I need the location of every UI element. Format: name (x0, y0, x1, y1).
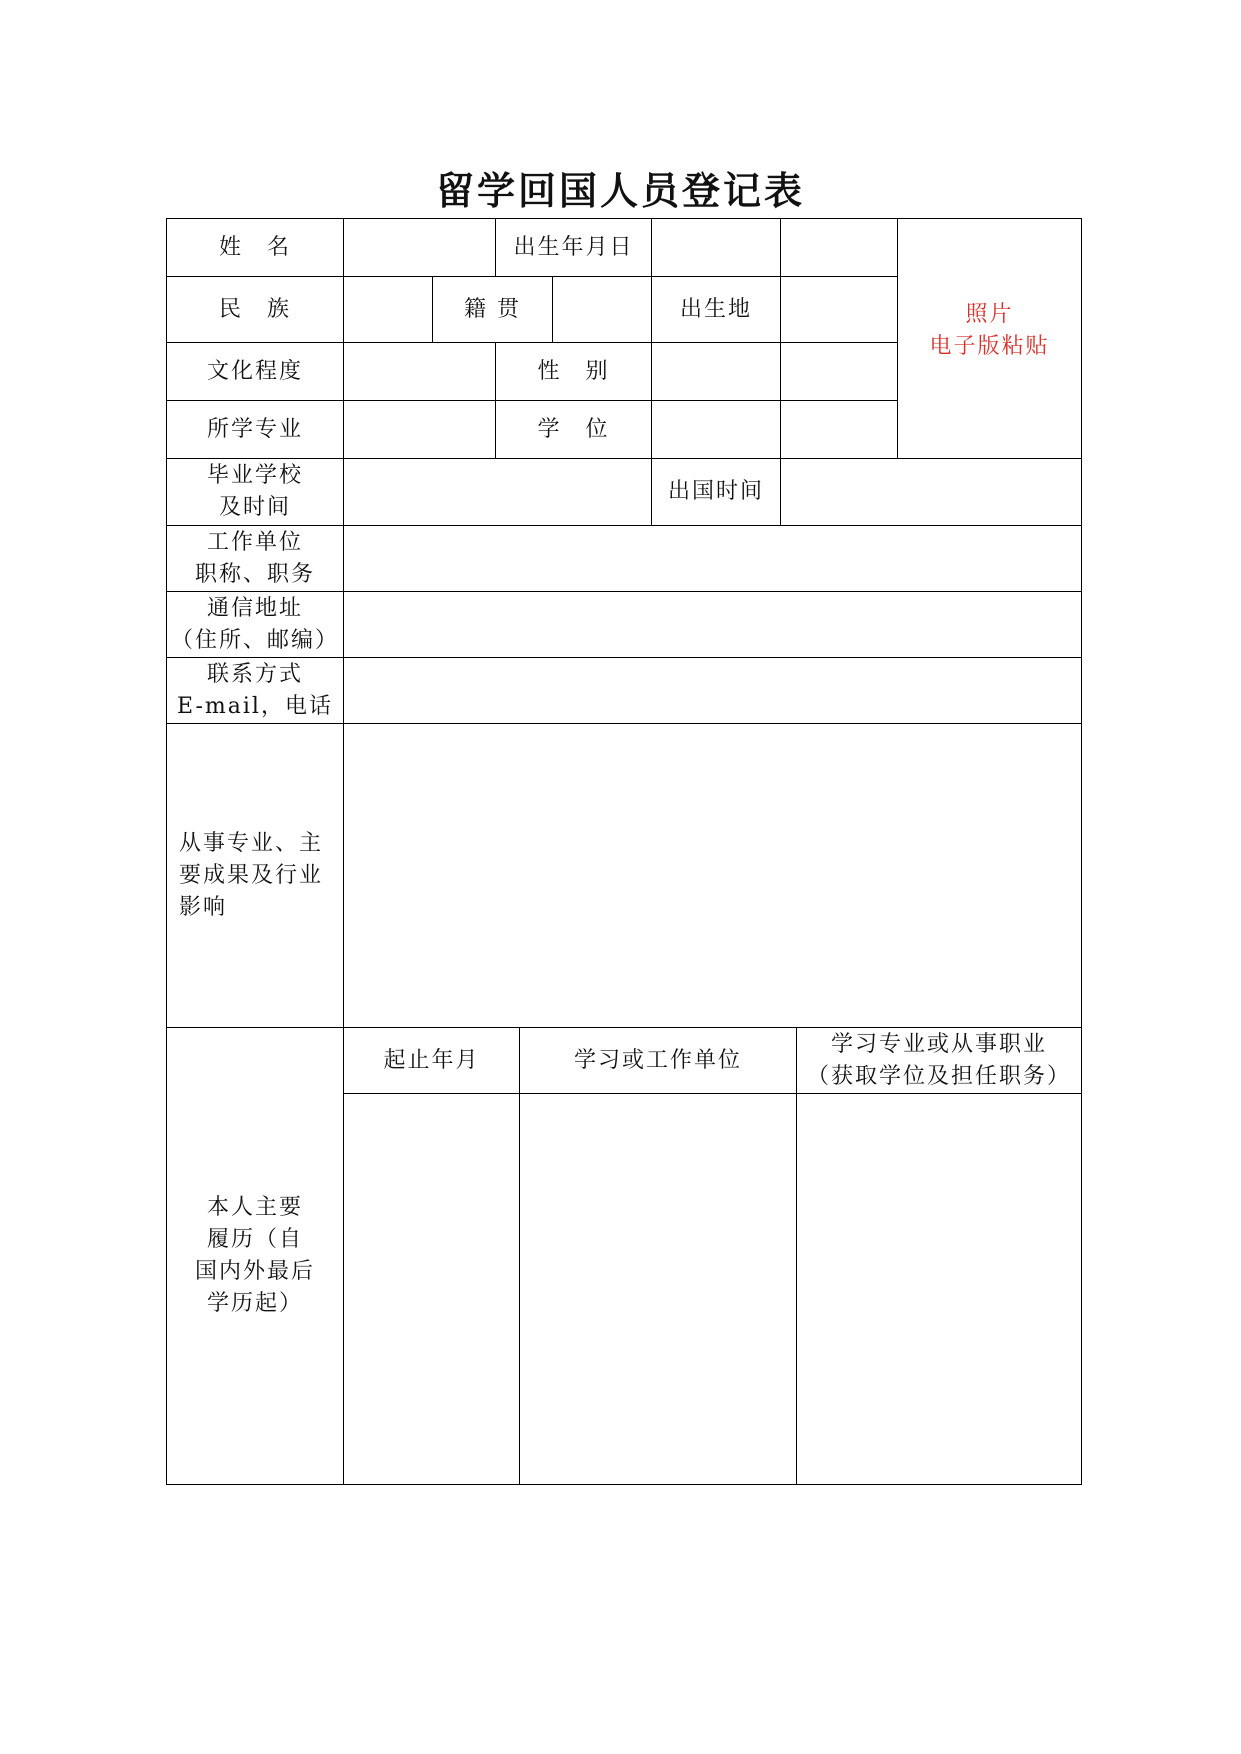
departure-time-field[interactable] (780, 458, 1082, 526)
contact-field[interactable] (343, 657, 1082, 724)
label-contact: 联系方式 E-mail，电话 (166, 657, 344, 724)
work-unit-field[interactable] (343, 525, 1082, 592)
label-work-unit: 工作单位 职称、职务 (166, 525, 344, 592)
resume-col-period: 起止年月 (343, 1027, 520, 1094)
address-field[interactable] (343, 591, 1082, 658)
label-grad-school: 毕业学校 及时间 (166, 458, 344, 526)
resume-col-institution: 学习或工作单位 (519, 1027, 797, 1094)
grad-school-field[interactable] (343, 458, 652, 526)
ethnicity-field[interactable] (343, 276, 433, 343)
label-native-place: 籍 贯 (432, 276, 553, 343)
birthplace-field[interactable] (780, 276, 898, 343)
native-place-field[interactable] (552, 276, 652, 343)
achievements-field[interactable] (343, 723, 1082, 1028)
label-birth-date: 出生年月日 (495, 218, 652, 277)
resume-field-field[interactable] (796, 1093, 1082, 1485)
degree-field[interactable] (651, 400, 781, 459)
label-resume: 本人主要 履历（自 国内外最后 学历起） (166, 1027, 344, 1485)
label-birthplace: 出生地 (651, 276, 781, 343)
label-name: 姓 名 (166, 218, 344, 277)
birth-date-field[interactable] (651, 218, 781, 277)
extra-field-row4[interactable] (780, 400, 898, 459)
resume-period-field[interactable] (343, 1093, 520, 1485)
label-education: 文化程度 (166, 342, 344, 401)
label-address: 通信地址 （住所、邮编） (166, 591, 344, 658)
extra-field-row3[interactable] (780, 342, 898, 401)
label-degree: 学 位 (495, 400, 652, 459)
photo-label: 照片 (965, 302, 1014, 327)
major-field[interactable] (343, 400, 496, 459)
education-field[interactable] (343, 342, 496, 401)
gender-field[interactable] (651, 342, 781, 401)
label-major: 所学专业 (166, 400, 344, 459)
label-achievements: 从事专业、主要成果及行业影响 (166, 723, 344, 1028)
extra-field-row1[interactable] (780, 218, 898, 277)
label-ethnicity: 民 族 (166, 276, 344, 343)
page-title: 留学回国人员登记表 (435, 168, 805, 213)
label-departure-time: 出国时间 (651, 458, 781, 526)
resume-institution-field[interactable] (519, 1093, 797, 1485)
label-gender: 性 别 (495, 342, 652, 401)
photo-box[interactable] (897, 218, 1082, 459)
name-field[interactable] (343, 218, 496, 277)
resume-col-field: 学习专业或从事职业 （获取学位及担任职务） (796, 1027, 1082, 1094)
photo-hint: 电子版粘贴 (929, 334, 1050, 359)
